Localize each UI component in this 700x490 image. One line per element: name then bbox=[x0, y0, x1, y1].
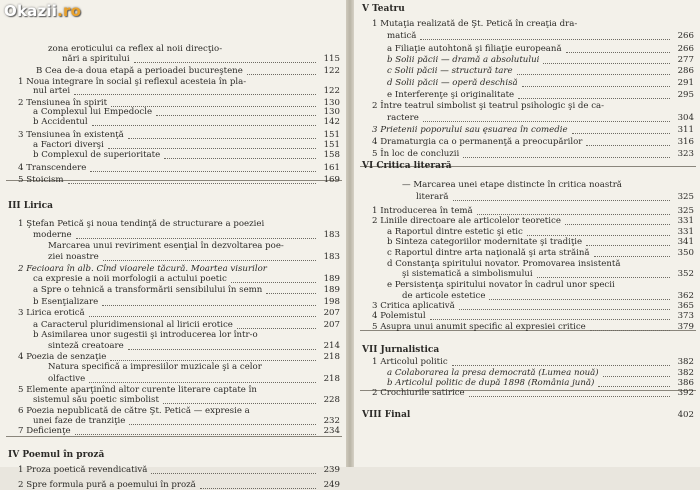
toc-entry: 7 Deficienţe bbox=[18, 425, 71, 436]
toc-entry: c Raportul dintre arta naţională şi arta străină bbox=[387, 248, 590, 258]
toc-page-number: 295 bbox=[677, 90, 694, 100]
toc-leader-dots bbox=[266, 292, 316, 294]
toc-leader-dots bbox=[164, 157, 316, 159]
toc-leader-dots bbox=[151, 472, 316, 474]
toc-page-number: 207 bbox=[323, 320, 340, 330]
toc-leader-dots bbox=[430, 318, 670, 320]
toc-leader-dots bbox=[586, 144, 670, 146]
toc-leader-dots bbox=[452, 364, 670, 366]
toc-page-number: 331 bbox=[677, 227, 694, 237]
toc-entry: sinteză creatoare bbox=[48, 340, 124, 351]
toc-entry: b Solii păcii — dramă a absolutului bbox=[387, 55, 540, 65]
toc-page-number: 218 bbox=[323, 374, 340, 385]
toc-entry: 2 Între teatrul simbolist şi teatrul psihologic şi de ca- bbox=[372, 101, 605, 111]
toc-leader-dots bbox=[489, 298, 670, 300]
toc-leader-dots bbox=[598, 385, 670, 387]
toc-section-heading: III Lirica bbox=[8, 200, 53, 211]
left-toc bbox=[0, 0, 346, 490]
toc-page-number: 239 bbox=[323, 464, 340, 475]
toc-leader-dots bbox=[108, 147, 316, 149]
toc-leader-dots bbox=[90, 170, 316, 172]
toc-page-number: 325 bbox=[677, 192, 694, 202]
toc-leader-dots bbox=[537, 276, 670, 278]
toc-leader-dots bbox=[102, 304, 316, 306]
toc-leader-dots bbox=[566, 51, 670, 53]
toc-entry: a Filiaţie autohtonă şi filiaţie europeană bbox=[387, 44, 562, 54]
toc-leader-dots bbox=[469, 395, 670, 397]
toc-page-number: 214 bbox=[323, 340, 340, 351]
toc-entry: 2 Fecioara în alb. Cînd vioarele tăcură. Moartea visurilor bbox=[18, 264, 267, 274]
toc-entry: zona eroticului ca reflex al noii direcţio- bbox=[48, 44, 223, 54]
toc-page-number: 151 bbox=[323, 129, 340, 140]
toc-entry: nări a spiritului bbox=[62, 54, 130, 65]
toc-entry: 2 Liniile directoare ale articolelor teoretice bbox=[372, 216, 561, 226]
toc-page-number: 218 bbox=[323, 352, 340, 362]
toc-leader-dots bbox=[103, 259, 316, 261]
toc-page-number: 207 bbox=[323, 308, 340, 318]
toc-leader-dots bbox=[590, 329, 670, 331]
toc-leader-dots bbox=[110, 359, 316, 361]
toc-entry: b Asimilarea unor sugestii şi introducerea lor într-o bbox=[33, 330, 258, 341]
toc-leader-dots bbox=[68, 182, 316, 184]
toc-page-number: 392 bbox=[677, 388, 694, 398]
toc-entry: a Complexul lui Empedocle bbox=[33, 107, 153, 118]
toc-page-number: 122 bbox=[323, 65, 340, 76]
toc-page-number: 189 bbox=[323, 284, 340, 295]
toc-entry: b Articolul politic de după 1898 (România jună) bbox=[387, 378, 595, 388]
toc-page-number: 130 bbox=[323, 97, 340, 108]
okazii-watermark bbox=[4, 2, 81, 20]
toc-entry: sistemul său poetic simbolist bbox=[33, 395, 159, 406]
toc-page-number: 266 bbox=[677, 44, 694, 54]
toc-entry: 1 Proza poetică revendicativă bbox=[18, 464, 148, 475]
toc-entry: a Raportul dintre estetic şi etic bbox=[387, 227, 523, 237]
toc-page-number: 291 bbox=[677, 78, 694, 88]
toc-leader-dots bbox=[518, 97, 670, 99]
toc-entry: moderne bbox=[33, 229, 72, 240]
toc-entry: 5 În loc de concluzii bbox=[372, 149, 460, 159]
toc-leader-dots bbox=[156, 114, 316, 116]
toc-page-number: 373 bbox=[677, 311, 694, 321]
toc-entry: a Caracterul pluridimensional al liricii erotice bbox=[33, 320, 233, 330]
toc-entry: 2 Crochiurile satirice bbox=[372, 388, 465, 398]
toc-leader-dots bbox=[200, 487, 316, 489]
toc-page-number: 232 bbox=[323, 416, 340, 426]
toc-leader-dots bbox=[522, 85, 670, 87]
toc-entry: 4 Poezia de senzaţie bbox=[18, 352, 107, 362]
toc-entry: 3 Prietenii poporului sau ęsuarea în comedie bbox=[372, 125, 568, 135]
toc-page-number: 304 bbox=[677, 113, 694, 123]
toc-entry: b Sinteza categoriilor modernitate şi tradiţie bbox=[387, 237, 583, 247]
toc-section-heading: IV Poemul în proză bbox=[8, 450, 105, 461]
toc-leader-dots bbox=[247, 73, 316, 75]
toc-page-number: 350 bbox=[677, 248, 694, 258]
toc-leader-dots bbox=[76, 237, 316, 239]
toc-leader-dots bbox=[75, 433, 316, 435]
toc-page-number: 402 bbox=[677, 410, 694, 420]
toc-page-number: 379 bbox=[677, 322, 694, 332]
toc-leader-dots bbox=[134, 61, 316, 63]
toc-leader-dots bbox=[111, 105, 316, 107]
toc-entry: 5 Elemente aparţinînd altor curente literare captate în bbox=[18, 384, 257, 395]
toc-leader-dots bbox=[463, 156, 670, 158]
toc-page-number: 365 bbox=[677, 301, 694, 311]
toc-leader-dots bbox=[459, 308, 670, 310]
toc-page-number: 311 bbox=[677, 125, 694, 135]
toc-leader-dots bbox=[477, 213, 670, 215]
toc-entry: B Cea de-a doua etapă a perioadei bucureştene bbox=[36, 65, 243, 76]
toc-entry: 1 Ştefan Petică şi noua tendinţă de structurare a poeziei bbox=[18, 219, 265, 230]
toc-entry: b Accidentul bbox=[33, 116, 88, 127]
toc-entry: a Colaborarea la presa democrată (Lumea nouă) bbox=[387, 368, 599, 378]
toc-entry: ziei noastre bbox=[48, 252, 99, 262]
toc-entry: e Interferenţe şi originalitate bbox=[387, 90, 515, 100]
toc-entry: şi sistematică a simbolismului bbox=[402, 269, 533, 279]
toc-leader-dots bbox=[89, 315, 316, 317]
toc-entry: b Esenţializare bbox=[33, 296, 99, 307]
toc-leader-dots bbox=[603, 375, 670, 377]
toc-entry: 4 Dramaturgia ca o permanenţă a preocupărilor bbox=[372, 137, 583, 147]
toc-page-number: 266 bbox=[677, 31, 694, 41]
toc-entry: d Constanţa spiritului novator. Promovarea insistentă bbox=[387, 259, 621, 269]
toc-entry: olfactive bbox=[48, 374, 86, 385]
toc-entry: unei faze de tranziţie bbox=[33, 416, 126, 426]
right-page bbox=[354, 0, 700, 467]
toc-section-heading: V Teatru bbox=[362, 4, 405, 14]
toc-page-number: 183 bbox=[323, 252, 340, 262]
watermark-tld: .ro bbox=[57, 2, 82, 20]
toc-entry: nul artei bbox=[33, 86, 71, 97]
toc-entry: Marcarea unui reviriment esenţial în dezvoltarea poe- bbox=[48, 240, 284, 251]
toc-page-number: 341 bbox=[677, 237, 694, 247]
toc-entry: e Persistenţa spiritului novator în cadrul unor specii bbox=[387, 280, 615, 290]
toc-page-number: 183 bbox=[323, 229, 340, 240]
toc-entry: c Solii păcii — structură tare bbox=[387, 66, 513, 76]
toc-entry: 4 Transcendere bbox=[18, 163, 87, 174]
toc-leader-dots bbox=[74, 93, 316, 95]
toc-page-number: 286 bbox=[677, 66, 694, 76]
toc-page-number: 386 bbox=[677, 378, 694, 388]
toc-page-number: 198 bbox=[323, 296, 340, 307]
left-page bbox=[0, 0, 346, 490]
toc-page-number: 382 bbox=[677, 357, 694, 367]
toc-leader-dots bbox=[89, 381, 316, 383]
toc-entry: a Spre o tehnică a transformării sensibilului în semn bbox=[33, 284, 263, 295]
toc-leader-dots bbox=[594, 255, 670, 257]
toc-section-heading: VIII Final bbox=[362, 410, 411, 420]
toc-page-number: 323 bbox=[677, 149, 694, 159]
right-toc bbox=[354, 0, 700, 467]
toc-page-number: 151 bbox=[323, 140, 340, 150]
toc-entry: 6 Poezia nepublicată de către Şt. Petică — expresie a bbox=[18, 405, 250, 416]
toc-entry: b Complexul de superioritate bbox=[33, 149, 161, 160]
toc-page-number: 161 bbox=[323, 163, 340, 174]
toc-section-heading: VII Jurnalistica bbox=[362, 345, 440, 355]
toc-entry: 3 Lirica erotică bbox=[18, 308, 85, 318]
toc-page-number: 115 bbox=[323, 54, 340, 65]
toc-page-number: 331 bbox=[677, 216, 694, 226]
toc-entry: literară bbox=[416, 192, 449, 202]
toc-leader-dots bbox=[565, 223, 670, 225]
toc-page-number: 277 bbox=[677, 55, 694, 65]
toc-entry: 2 Tensiunea în spirit bbox=[18, 97, 108, 108]
toc-entry: 2 Spre formula pură a poemului în proză bbox=[18, 480, 196, 490]
toc-page-number: 142 bbox=[323, 116, 340, 127]
toc-page-number: 130 bbox=[323, 107, 340, 118]
toc-page-number: 352 bbox=[677, 269, 694, 279]
toc-leader-dots bbox=[453, 199, 670, 201]
toc-leader-dots bbox=[128, 137, 316, 139]
toc-page-number: 228 bbox=[323, 395, 340, 406]
toc-entry: 3 Critica aplicativă bbox=[372, 301, 455, 311]
toc-page-number: 249 bbox=[323, 480, 340, 490]
toc-leader-dots bbox=[543, 62, 670, 64]
toc-leader-dots bbox=[517, 73, 670, 75]
toc-entry: 3 Tensiunea în existenţă bbox=[18, 129, 124, 140]
toc-page-number: 325 bbox=[677, 206, 694, 216]
toc-page-number: 362 bbox=[677, 291, 694, 301]
toc-leader-dots bbox=[420, 38, 670, 40]
toc-leader-dots bbox=[572, 132, 670, 134]
toc-page-number: 158 bbox=[323, 149, 340, 160]
toc-entry: — Marcarea unei etape distincte în critica noastră bbox=[402, 180, 622, 190]
toc-leader-dots bbox=[423, 120, 670, 122]
toc-entry: d Solii păcii — operă deschisă bbox=[387, 78, 518, 88]
toc-entry: a Factori diverşi bbox=[33, 140, 104, 150]
toc-page-number: 122 bbox=[323, 86, 340, 97]
toc-entry: matică bbox=[387, 31, 417, 41]
toc-entry: 1 Noua integrare în social şi reflexul acesteia în pla- bbox=[18, 76, 247, 87]
toc-leader-dots bbox=[128, 348, 316, 350]
toc-entry: 5 Stoicism bbox=[18, 175, 64, 186]
toc-leader-dots bbox=[527, 234, 670, 236]
toc-leader-dots bbox=[237, 327, 316, 329]
toc-leader-dots bbox=[231, 281, 316, 283]
toc-page-number: 316 bbox=[677, 137, 694, 147]
section-rule bbox=[6, 436, 342, 437]
toc-page-number: 189 bbox=[323, 273, 340, 284]
toc-leader-dots bbox=[129, 423, 316, 425]
watermark-brand: Okazii bbox=[4, 2, 58, 20]
toc-section-heading: VI Critica literară bbox=[362, 161, 452, 171]
toc-entry: 1 Mutaţia realizată de Şt. Petică în creaţia dra- bbox=[372, 19, 578, 29]
toc-page-number: 169 bbox=[323, 175, 340, 186]
toc-entry: ractere bbox=[387, 113, 419, 123]
toc-page-number: 234 bbox=[323, 425, 340, 436]
toc-leader-dots bbox=[586, 244, 670, 246]
book-gutter bbox=[346, 0, 354, 467]
toc-entry: 1 Articolul politic bbox=[372, 357, 448, 367]
toc-entry: 1 Introducerea în temă bbox=[372, 206, 473, 216]
toc-entry: ca expresie a noii morfologii a actului poetic bbox=[33, 273, 227, 284]
toc-entry: Natura specifică a impresiilor muzicale şi a celor bbox=[48, 362, 262, 373]
toc-entry: 4 Polemistul bbox=[372, 311, 426, 321]
toc-leader-dots bbox=[92, 124, 316, 126]
toc-entry: 5 Asupra unui anumit specific al expresiei critice bbox=[372, 322, 586, 332]
toc-entry: de articole estetice bbox=[402, 291, 486, 301]
toc-page-number: 382 bbox=[677, 368, 694, 378]
toc-leader-dots bbox=[163, 402, 316, 404]
